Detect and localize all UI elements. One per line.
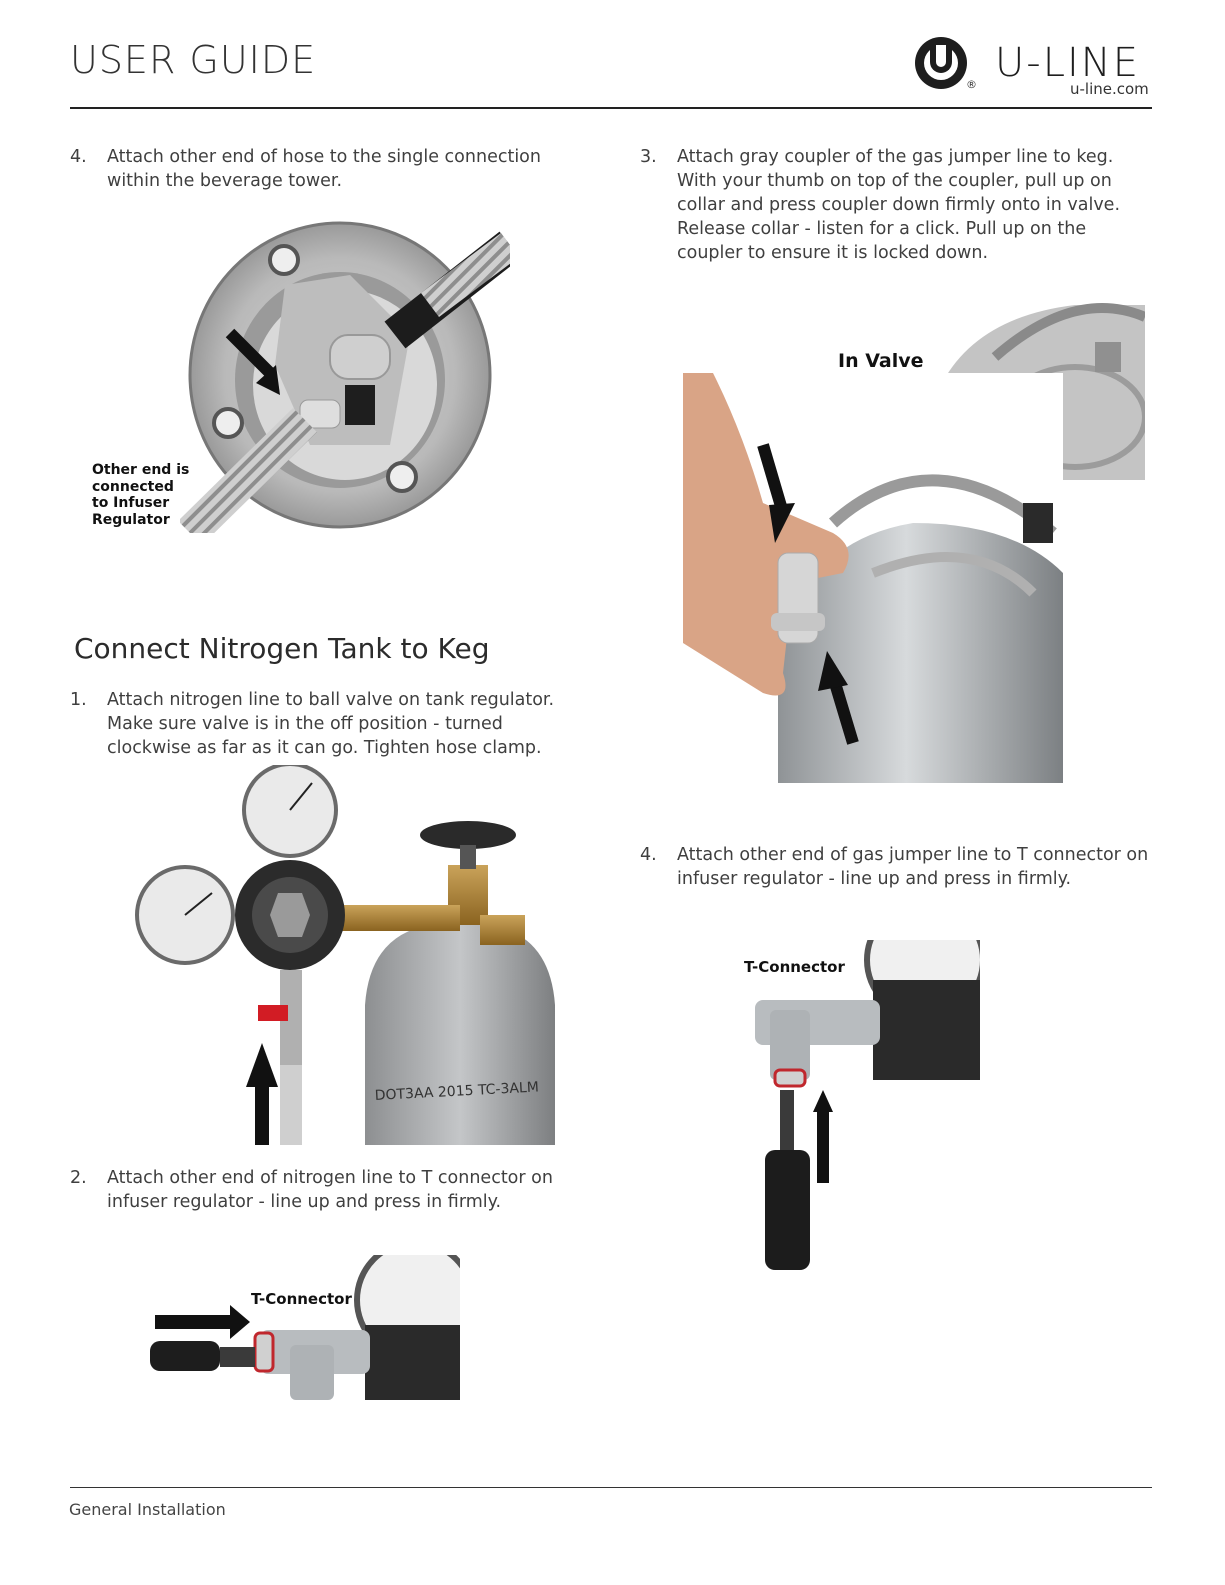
keg-coupler-photo	[683, 373, 1063, 783]
step-4-jumper	[640, 843, 1160, 893]
step-number: 3.	[640, 147, 657, 167]
t-connector-photo-right	[755, 940, 980, 1270]
step-number: 1.	[70, 690, 87, 710]
step-text: Attach nitrogen line to ball valve on tank regulator. Make sure valve is in the off position - turned clockwise as far as it can go. Tighten hose clamp.	[107, 690, 555, 758]
footer-divider	[70, 1487, 1152, 1488]
tower-callout: Other end is connected to Infuser Regulator	[92, 462, 190, 528]
svg-text:DOT3AA 2015 TC-3ALM: DOT3AA 2015 TC-3ALM	[374, 1079, 540, 1104]
step-text: Attach other end of hose to the single connection within the beverage tower.	[107, 147, 541, 191]
step-1-nitrogen	[70, 688, 590, 764]
footer-section-name: General Installation	[69, 1500, 226, 1519]
beverage-tower-photo	[180, 215, 510, 533]
step-text: Attach gray coupler of the gas jumper line to keg. With your thumb on top of the coupler, pull up on collar and press coupler down firmly onto in valve. Release collar - listen for a click. Pull up on the coupler to ensure it is locked down.	[677, 147, 1121, 263]
header-divider	[70, 107, 1152, 109]
step-text: Attach other end of gas jumper line to T connector on infuser regulator - line up and press in firmly.	[677, 845, 1149, 889]
section-heading: Connect Nitrogen Tank to Keg	[74, 632, 490, 665]
step-text: Attach other end of nitrogen line to T connector on infuser regulator - line up and press in firmly.	[107, 1168, 553, 1212]
step-4-tower	[70, 145, 570, 195]
t-connector-callout-right: T-Connector	[744, 958, 845, 976]
regulator-tank-photo	[130, 765, 560, 1145]
step-2-nitrogen	[70, 1166, 590, 1216]
brand-url[interactable]: u-line.com	[1070, 80, 1149, 98]
page-title: USER GUIDE	[70, 38, 317, 82]
uline-logo-icon	[915, 37, 967, 89]
step-number: 4.	[70, 147, 87, 167]
registered-mark: ®	[966, 78, 977, 91]
t-connector-callout-left: T-Connector	[251, 1290, 352, 1308]
step-3-coupler	[640, 145, 1160, 270]
step-number: 4.	[640, 845, 657, 865]
brand-name: U-LINE	[995, 40, 1140, 86]
t-connector-photo-left	[150, 1255, 460, 1405]
in-valve-callout: In Valve	[838, 350, 924, 372]
step-number: 2.	[70, 1168, 87, 1188]
